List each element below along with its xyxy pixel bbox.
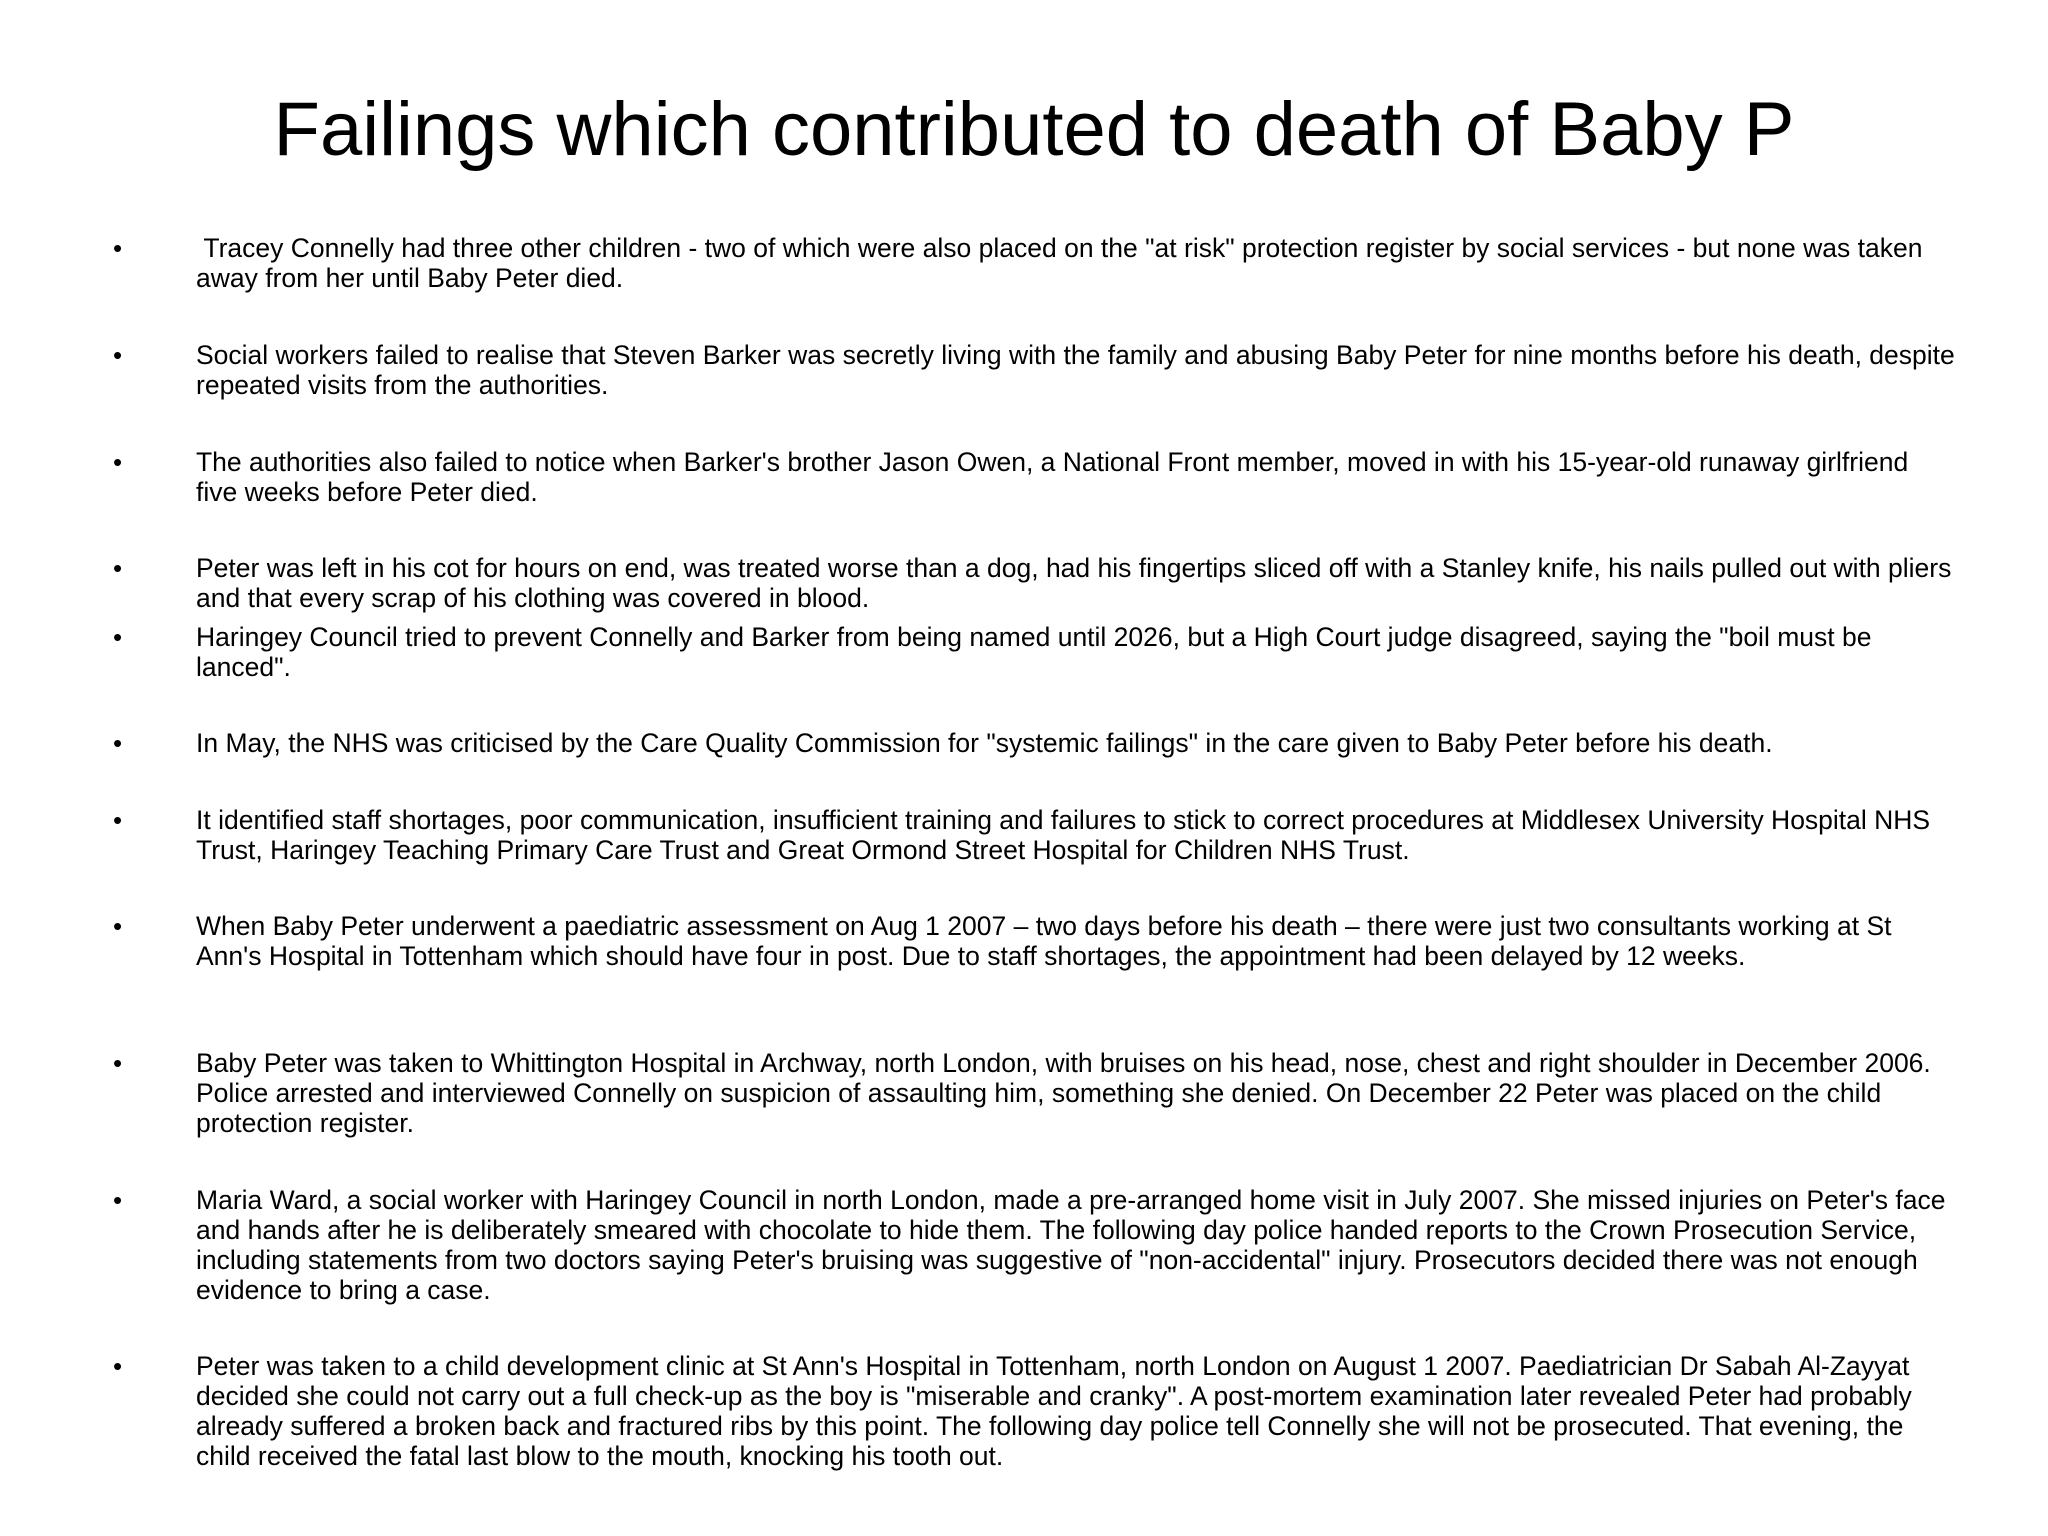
list-item-text: Peter was taken to a child development clinic at St Ann's Hospital in Tottenham, north London on August 1 2007. Paediatrician Dr Sabah Al-Zayyat decided she could not carry out a full check-up as the boy is "miserable and cranky". A post-mortem examination later revealed Peter had probably already suffered a broken back and fractured ribs by this point. The following day police tell Connelly she will not be prosecuted. That evening, the child received the fatal last blow to the mouth, knocking his tooth out. <box>196 1351 1912 1471</box>
bullet-icon: • <box>113 622 123 652</box>
list-item-text: When Baby Peter underwent a paediatric assessment on Aug 1 2007 – two days before his death – there were just two consultants working at St Ann's Hospital in Tottenham which should have four in post. Due to staff shortages, the appointment had been delayed by 12 weeks. <box>196 911 1892 971</box>
list-item-text: Peter was left in his cot for hours on end, was treated worse than a dog, had his fingertips sliced off with a Stanley knife, his nails pulled out with pliers and that every scrap of his clothing was covered in blood. <box>196 553 1952 613</box>
list-item-text: In May, the NHS was criticised by the Care Quality Commission for "systemic failings" in the care given to Baby Peter before his death. <box>196 728 1773 758</box>
bullet-icon: • <box>113 447 123 477</box>
bullet-icon: • <box>113 233 123 263</box>
list-item-text: The authorities also failed to notice when Barker's brother Jason Owen, a National Front member, moved in with his 15-year-old runaway girlfriend five weeks before Peter died. <box>196 447 1909 507</box>
bullet-icon: • <box>113 728 123 758</box>
bullet-icon: • <box>113 911 123 941</box>
bullet-icon: • <box>113 805 123 835</box>
bullet-icon: • <box>113 1048 123 1078</box>
bullet-icon: • <box>113 340 123 370</box>
list-item-text: Baby Peter was taken to Whittington Hospital in Archway, north London, with bruises on his head, nose, chest and right shoulder in December 2006. Police arrested and interviewed Connelly on suspicion of assaulting him, something she denied. On December 22 Peter was placed on the child protection register. <box>196 1048 1931 1138</box>
page-title: Failings which contributed to death of Baby P <box>273 87 1795 172</box>
bullet-icon: • <box>113 1351 123 1381</box>
list-item-text: Haringey Council tried to prevent Connelly and Barker from being named until 2026, but a High Court judge disagreed, saying the "boil must be lanced". <box>196 622 1872 682</box>
bullet-icon: • <box>113 553 123 583</box>
list-item-text: Social workers failed to realise that Steven Barker was secretly living with the family and abusing Baby Peter for nine months before his death, despite repeated visits from the authorities. <box>196 340 1955 400</box>
list-item-text: Tracey Connelly had three other children - two of which were also placed on the "at risk" protection register by social services - but none was taken away from her until Baby Peter died. <box>196 233 1930 293</box>
list-item-text: Maria Ward, a social worker with Haringey Council in north London, made a pre-arranged home visit in July 2007. She missed injuries on Peter's face and hands after he is deliberately smeared with chocolate to hide them. The following day police handed reports to the Crown Prosecution Service, including statements from two doctors saying Peter's bruising was suggestive of "non-accidental" injury. Prosecutors decided there was not enough evidence to bring a case. <box>196 1185 1946 1305</box>
bullet-icon: • <box>113 1185 123 1215</box>
list-item-text: It identified staff shortages, poor communication, insufficient training and failures to stick to correct procedures at Middlesex University Hospital NHS Trust, Haringey Teaching Primary Care Trust and Great Ormond Street Hospital for Children NHS Trust. <box>196 805 1931 865</box>
